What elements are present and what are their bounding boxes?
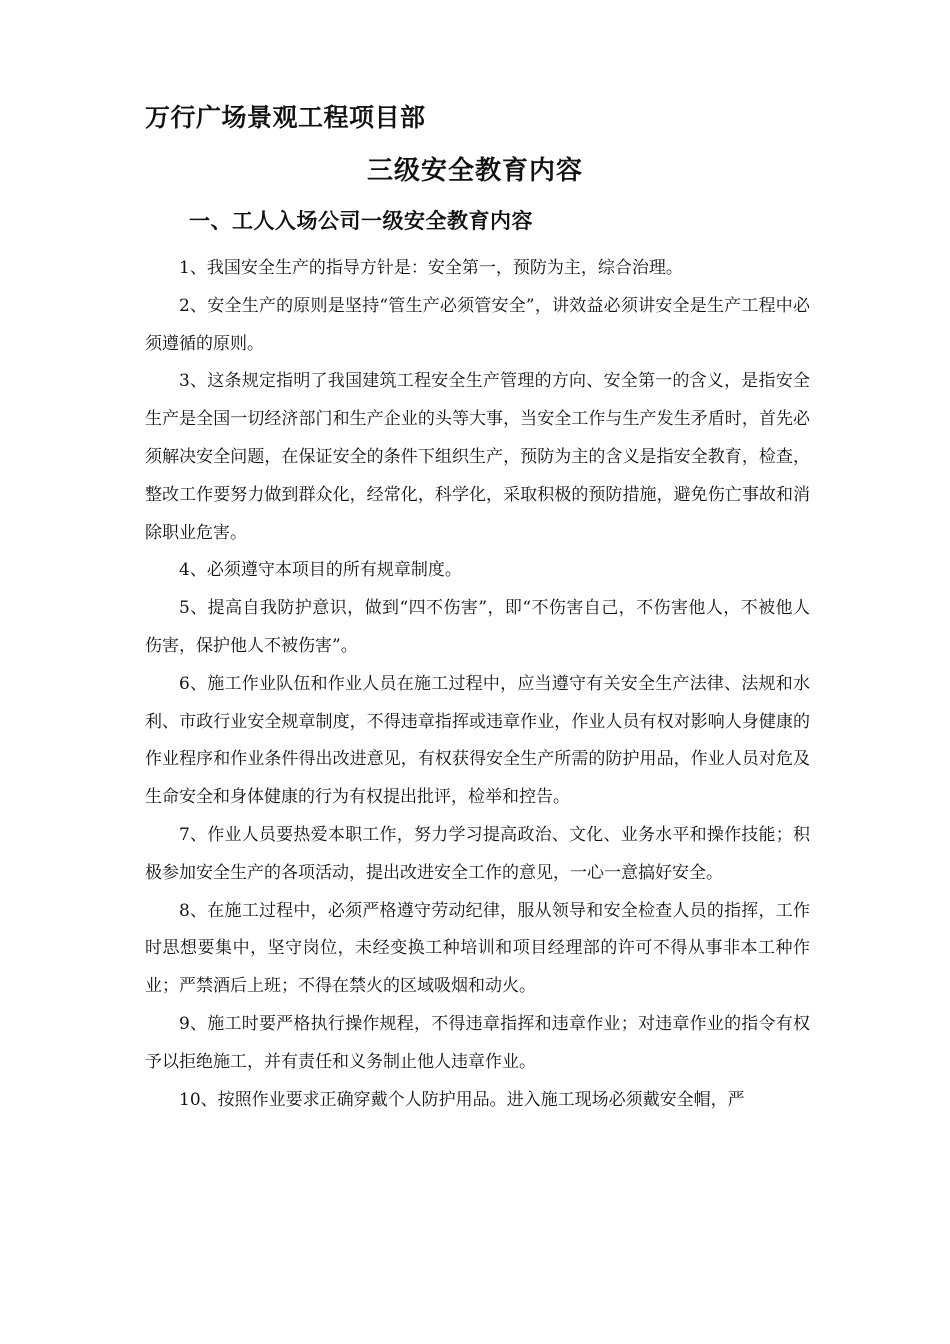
list-item: 6、施工作业队伍和作业人员在施工过程中，应当遵守有关安全生产法律、法规和水利、市政行业安全规章制度，不得违章指挥或违章作业，作业人员有权对影响人身健康的作业程序和作业条件得出改进意见，有权获得安全生产所需的防护用品，作业人员对危及生命安全和身体健康的行为有权提出批评，检举和控告。 — [145, 673, 810, 808]
section-heading: 一、工人入场公司一级安全教育内容 — [189, 208, 533, 233]
document-body — [145, 250, 810, 1119]
organization-title: 万行广场景观工程项目部 — [145, 103, 426, 132]
list-item: 1、我国安全生产的指导方针是：安全第一，预防为主，综合治理。 — [179, 258, 683, 278]
list-item: 10、按照作业要求正确穿戴个人防护用品。进入施工现场必须戴安全帽，严 — [179, 1089, 745, 1110]
list-item: 9、施工时要严格执行操作规程，不得违章指挥和违章作业；对违章作业的指令有权予以拒绝施工，并有责任和义务制止他人违章作业。 — [145, 1013, 810, 1072]
list-item: 7、作业人员要热爱本职工作，努力学习提高政治、文化、业务水平和操作技能；积极参加安全生产的各项活动，提出改进安全工作的意见，一心一意搞好安全。 — [145, 824, 810, 883]
list-item: 2、安全生产的原则是坚持“管生产必须管安全”，讲效益必须讲安全是生产工程中必须遵循的原则。 — [145, 295, 810, 354]
list-item: 5、提高自我防护意识，做到“四不伤害”，即“不伤害自己，不伤害他人，不被他人伤害，保护他人不被伤害”。 — [145, 598, 810, 656]
document-title: 三级安全教育内容 — [366, 156, 583, 186]
list-item: 4、必须遵守本项目的所有规章制度。 — [179, 560, 462, 581]
list-item: 8、在施工过程中，必须严格遵守劳动纪律，服从领导和安全检查人员的指挥，工作时思想要集中，坚守岗位，未经变换工种培训和项目经理部的许可不得从事非本工种作业；严禁酒后上班；不得在禁火的区域吸烟和动火。 — [145, 900, 810, 997]
list-item: 3、这条规定指明了我国建筑工程安全生产管理的方向、安全第一的含义，是指安全生产是全国一切经济部门和生产企业的头等大事，当安全工作与生产发生矛盾时，首先必须解决安全问题，在保证安全的条件下组织生产，预防为主的含义是指安全教育，检查，整改工作要努力做到群众化，经常化，科学化，采取积极的预防措施，避免伤亡事故和消除职业危害。 — [145, 371, 810, 543]
